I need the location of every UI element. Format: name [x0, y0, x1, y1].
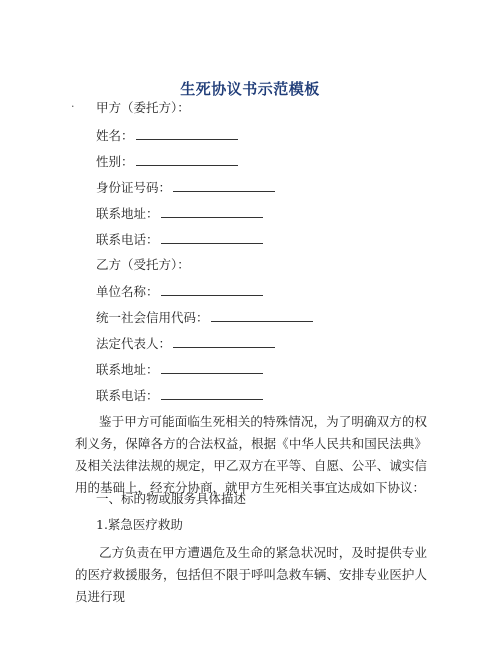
party-a-address-blank	[161, 205, 263, 218]
party-b-unit-blank	[161, 283, 263, 296]
party-a-id-row	[96, 179, 275, 196]
document-title: 生死协议书示范模板	[180, 80, 320, 98]
party-b-unit-label: 单位名称：	[96, 284, 159, 299]
party-b-phone-blank	[161, 387, 263, 400]
party-a-heading: 甲方（委托方）：	[96, 100, 190, 115]
party-b-legal-rep-label: 法定代表人：	[96, 336, 172, 351]
party-b-address-label: 联系地址：	[96, 362, 159, 377]
party-b-legal-rep-blank	[173, 335, 275, 348]
party-b-phone-label: 联系电话：	[96, 388, 159, 403]
party-a-gender-row	[96, 153, 238, 170]
bullet-mark: ·	[71, 100, 75, 113]
party-a-gender-label: 性别：	[96, 154, 134, 169]
section-1-item-1-heading: 1.紧急医疗救助	[96, 517, 183, 532]
party-a-gender-blank	[136, 153, 238, 166]
party-b-credit-code-label: 统一社会信用代码：	[96, 310, 209, 325]
section-1-heading: 一、标的物或服务具体描述	[96, 491, 247, 506]
party-a-phone-blank	[161, 231, 263, 244]
party-a-name-row	[96, 127, 238, 144]
party-b-credit-code-blank	[211, 309, 313, 322]
party-a-address-row	[96, 205, 263, 222]
party-b-unit-row	[96, 283, 263, 300]
party-a-id-label: 身份证号码：	[96, 180, 172, 195]
party-b-address-row	[96, 361, 263, 378]
party-b-credit-code-row	[96, 309, 313, 326]
party-b-phone-row	[96, 387, 263, 404]
section-1-item-1-text: 乙方负责在甲方遭遇危及生命的紧急状况时，及时提供专业的医疗救援服务，包括但不限于呼叫急救车辆、安排专业医护人员进行现	[75, 545, 427, 604]
party-a-name-blank	[136, 127, 238, 140]
party-a-id-blank	[173, 179, 275, 192]
party-b-heading: 乙方（受托方）：	[96, 257, 190, 272]
party-a-phone-label: 联系电话：	[96, 232, 159, 247]
party-b-legal-rep-row	[96, 335, 275, 352]
preamble-paragraph: 鉴于甲方可能面临生死相关的特殊情况，为了明确双方的权利义务，保障各方的合法权益，根据《中华人民共和国民法典》及相关法律法规的规定，甲乙双方在平等、自愿、公平、诚实信用的基础上，经充分协商，就甲方生死相关事宜达成如下协议：	[75, 414, 427, 495]
party-b-address-blank	[161, 361, 263, 374]
party-a-address-label: 联系地址：	[96, 206, 159, 221]
party-a-phone-row	[96, 231, 263, 248]
party-a-name-label: 姓名：	[96, 128, 134, 143]
